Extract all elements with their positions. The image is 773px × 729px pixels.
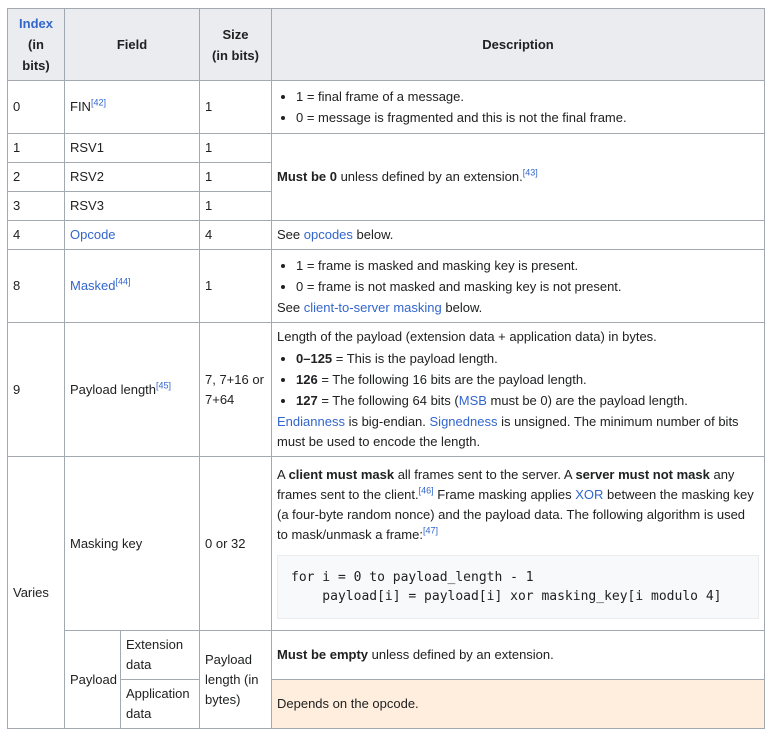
list-item <box>296 349 759 368</box>
field-cell: RSV2 <box>65 163 200 192</box>
reference-link[interactable]: [45] <box>156 380 172 391</box>
description-cell <box>272 323 765 457</box>
reference-link[interactable]: [46] <box>418 485 434 496</box>
subfield-cell: Application data <box>121 680 200 729</box>
size-cell <box>200 323 272 457</box>
bold-value: 0–125 <box>296 351 333 366</box>
masked-link[interactable]: Masked <box>70 278 116 293</box>
index-header-sub: (in bits) <box>22 37 50 73</box>
index-cell: 2 <box>8 163 65 192</box>
field-cell: RSV3 <box>65 192 200 221</box>
desc-text: A <box>277 467 289 482</box>
description-cell-highlight: Depends on the opcode. <box>272 680 765 729</box>
desc-text: must be 0) are the payload length. <box>486 393 688 408</box>
client-to-server-masking-link[interactable]: client-to-server masking <box>303 300 442 315</box>
subfield-cell: Extension data <box>121 631 200 680</box>
bold-text: client must mask <box>288 467 395 482</box>
desc-text: any frames sent to the client. <box>277 467 735 502</box>
description-cell <box>272 81 765 134</box>
size-cell: 1 <box>200 134 272 163</box>
endianness-link[interactable]: Endianness <box>277 414 345 429</box>
desc-text: unless defined by an extension. <box>368 647 554 662</box>
size-cell: 4 <box>200 221 272 250</box>
field-cell: RSV1 <box>65 134 200 163</box>
signedness-link[interactable]: Signedness <box>429 414 498 429</box>
field-cell <box>65 250 200 323</box>
table-row-rsv1 <box>8 134 765 163</box>
bold-text: server must not mask <box>575 467 710 482</box>
table-row-extension-data <box>8 631 765 680</box>
reference-link[interactable]: [42] <box>90 97 106 108</box>
reference-link[interactable]: [47] <box>422 525 438 536</box>
field-cell <box>65 81 200 134</box>
field-cell <box>65 323 200 457</box>
table-row-application-data <box>8 680 765 729</box>
websocket-frame-table <box>7 8 765 729</box>
size-header-sub: (in bits) <box>212 47 259 63</box>
table-row-fin <box>8 81 765 134</box>
index-header-link[interactable]: Index <box>19 16 53 31</box>
size-cell: 1 <box>200 192 272 221</box>
desc-text: all frames sent to the server. A <box>394 467 576 482</box>
index-cell: 9 <box>8 323 65 457</box>
description-header: Description <box>272 9 765 81</box>
msb-link[interactable]: MSB <box>458 393 487 408</box>
description-cell <box>272 250 765 323</box>
desc-text: is unsigned. The minimum number of bits must be used to encode the length. <box>277 414 739 449</box>
desc-text: = This is the payload length. <box>332 351 498 366</box>
size-header <box>200 9 272 81</box>
size-cell: 0 or 32 <box>200 457 272 631</box>
opcodes-link[interactable]: opcodes <box>303 227 353 242</box>
list-item <box>296 370 759 389</box>
opcode-link[interactable]: Opcode <box>70 227 116 242</box>
list-item: • 1 = final frame of a message. <box>296 87 759 106</box>
field-name: Payload length <box>70 381 157 397</box>
reference-link[interactable]: [43] <box>522 167 538 178</box>
size-cell: 1 <box>200 81 272 134</box>
desc-text: See <box>277 227 304 242</box>
bold-text: Must be empty <box>277 647 369 662</box>
table-row-masked <box>8 250 765 323</box>
size-line: 7, 7+16 or <box>205 371 264 387</box>
xor-link[interactable]: XOR <box>575 487 604 502</box>
field-name: FIN <box>70 99 91 114</box>
size-cell: 1 <box>200 250 272 323</box>
size-header-label: Size <box>222 26 249 42</box>
desc-text: = The following 16 bits are the payload length. <box>317 372 587 387</box>
desc-text: between the masking key (a four-byte random nonce) and the payload data. The following algorithm is used to mask/unmask a frame: <box>277 487 754 542</box>
list-item: • 1 = frame is masked and masking key is present. <box>296 256 759 275</box>
list-item: • 0 = frame is not masked and masking key is not present. <box>296 277 759 296</box>
index-cell: Varies <box>8 457 65 729</box>
bold-value: 126 <box>296 372 318 387</box>
index-cell: 0 <box>8 81 65 134</box>
index-cell: 4 <box>8 221 65 250</box>
description-cell <box>272 134 765 221</box>
description-cell <box>272 631 765 680</box>
field-header: Field <box>65 9 200 81</box>
description-cell <box>272 457 765 631</box>
size-cell: 1 <box>200 163 272 192</box>
table-row-payload-length <box>8 323 765 457</box>
index-cell: 1 <box>8 134 65 163</box>
index-cell: 3 <box>8 192 65 221</box>
size-cell: Payload length (in bytes) <box>200 631 272 729</box>
desc-text: = The following 64 bits ( <box>317 393 459 408</box>
index-header <box>8 9 65 81</box>
masking-code-block: for i = 0 to payload_length - 1 payload[i] = payload[i] xor masking_key[i modulo 4] <box>277 555 759 619</box>
field-cell: Masking key <box>65 457 200 631</box>
field-cell <box>65 221 200 250</box>
desc-text: below. <box>352 227 394 242</box>
list-item: • 0 = message is fragmented and this is not the final frame. <box>296 108 759 127</box>
desc-bold: Must be 0 <box>277 169 337 184</box>
desc-text: is big-endian. <box>344 414 430 429</box>
payload-length-intro: Length of the payload (extension data + application data) in bytes. <box>277 329 657 344</box>
field-cell: Payload <box>65 631 121 729</box>
table-row-masking-key <box>8 457 765 631</box>
header-row <box>8 9 765 81</box>
index-cell: 8 <box>8 250 65 323</box>
list-item <box>296 391 759 410</box>
reference-link[interactable]: [44] <box>115 276 131 287</box>
desc-text: See <box>277 300 304 315</box>
bold-value: 127 <box>296 393 318 408</box>
description-cell <box>272 221 765 250</box>
desc-text: Frame masking applies <box>433 487 576 502</box>
desc-text: unless defined by an extension. <box>336 169 523 184</box>
size-line: 7+64 <box>205 391 235 407</box>
table-row-opcode <box>8 221 765 250</box>
desc-text: below. <box>441 300 483 315</box>
